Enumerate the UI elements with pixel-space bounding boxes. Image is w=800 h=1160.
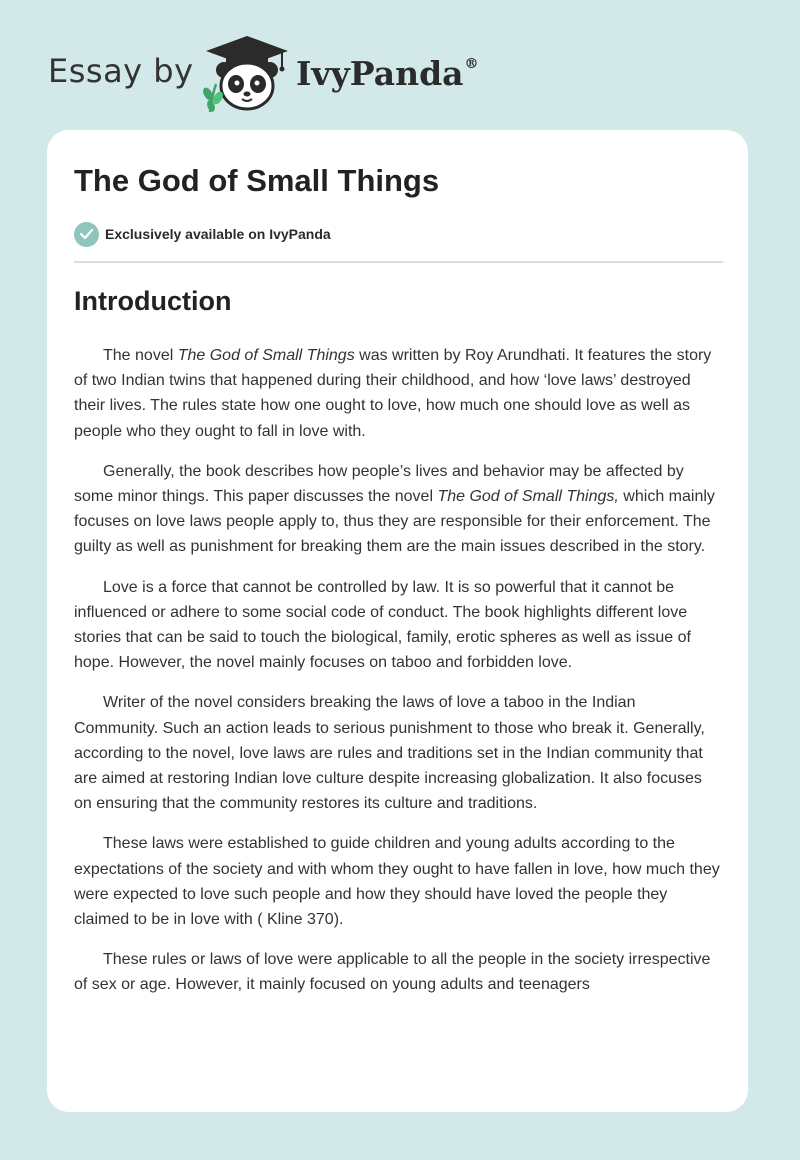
paragraph-text: was written by Roy Arundhati. It features the story of two Indian twins that happened during their childhood, and how ‘love laws’ destroyed their lives. The rules state how one ought to love, how much one should love as well as people who they ought to fall in love with. [74,347,712,440]
essay-title: The God of Small Things [74,163,440,198]
section-heading: Introduction [74,286,232,316]
registered-mark: ® [464,56,479,72]
essay-by-label: Essay by [48,52,194,90]
body-paragraph [74,947,723,997]
body-paragraph [74,459,723,560]
body-paragraph [74,690,723,816]
paragraph-text: These rules or laws of love were applicable to all the people in the society irrespective of sex or age. However, it mainly focused on young adults and teenagers [74,951,711,994]
exclusive-label: Exclusively available on IvyPanda [105,226,331,242]
paragraph-text: Love is a force that cannot be controlled by law. It is so powerful that it cannot be influenced or adhere to some social code of conduct. The book highlights different love stories that can be said to touch the biological, family, erotic spheres as well as issue of hope. However, the novel mainly focuses on taboo and forbidden love. [74,578,691,672]
divider [74,261,723,263]
check-circle-icon [74,222,99,247]
exclusive-badge [74,221,331,247]
paragraph-text: Writer of the novel considers breaking the laws of love a taboo in the Indian Community. Such an action leads to serious punishment to those who break it. Generally, according to the novel, love laws are rules and traditions set in the Indian community that are aimed at restoring Indian love culture despite increasing globalization. It also focuses on ensuring that the community restores its culture and traditions. [74,694,705,813]
site-header [48,30,648,110]
body-paragraph [74,343,723,444]
brand-text: IvyPanda [296,54,464,93]
body-paragraph [74,575,723,676]
paragraph-text: which mainly focuses on love laws people apply to, thus they are responsible for their enforcement. The guilty as well as punishment for breaking them are the main issues described in the story. [74,488,715,556]
body-paragraph [74,831,723,932]
panda-logo-icon[interactable] [202,34,292,112]
essay-card [47,130,748,1112]
book-title-italic: The God of Small Things [177,347,355,364]
paragraph-text: These laws were established to guide children and young adults according to the expectations of the society and with whom they ought to have fallen in love, how much they were expected to love such people and how they should have loved the people they claimed to be in love with ( Kline 370). [74,835,720,929]
paragraph-text: Generally, the book describes how people’s lives and behavior may be affected by some minor things. This paper discusses the novel [74,462,684,506]
paragraph-text: The novel [103,347,178,364]
essay-body [74,343,723,1013]
brand-name[interactable] [296,54,479,93]
book-title-italic: The God of Small Things, [437,488,619,506]
